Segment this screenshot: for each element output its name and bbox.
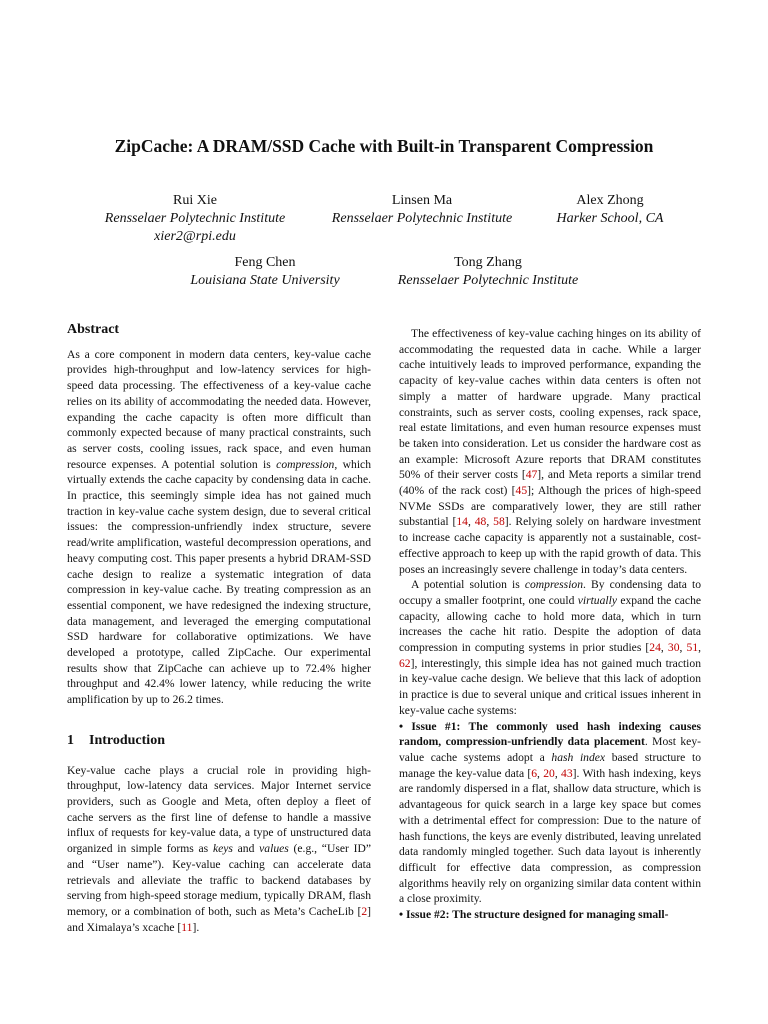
author-block (540, 192, 680, 228)
citation-link[interactable]: 51 (686, 641, 699, 655)
author-affiliation: Harker School, CA (556, 211, 664, 226)
author-affiliation: Rensselaer Polytechnic Institute (331, 211, 513, 226)
bullet-icon: • (399, 719, 404, 733)
section-number: 1 (67, 732, 74, 748)
intro-paragraph: Key-value cache plays a crucial role in providing high-throughput, low-latency data services. Major Internet service providers, such as Google and Meta, often deploy a fleet of cache servers as the first line of defense to handle a massive influx of requests for key-value data, a type of unstructured data organized in simple forms as keys and values (e.g., “User ID” and “User name”). Key-value caching can accelerate data retrievals and alleviate the traffic to backend databases by serving from high-speed storage medium, typically DRAM, flash memory, or a combination of both, such as Meta’s CacheLib [2] and Ximalaya’s xcache [11]. (67, 763, 371, 934)
author-email: xier2@rpi.edu (154, 229, 236, 244)
citation-link[interactable]: 24 (649, 641, 661, 655)
author-name: Linsen Ma (391, 193, 453, 208)
citation-link[interactable]: 2 (361, 904, 368, 918)
citation-link[interactable]: 11 (181, 920, 193, 934)
author-affiliation: Rensselaer Polytechnic Institute (397, 273, 579, 288)
citation-link[interactable]: 30 (667, 641, 680, 655)
body-paragraph: The effectiveness of key-value caching hinges on its ability of accommodating the requested data in cache. While a larger cache intuitively leads to improved performance, expanding the capacity of key-value caches within data centers is often not simply a matter of hardware upgrade. Many practical constraints, such as server costs, cooling expenses, rack space, real estate limitations, and even human resource expenses must be taken into consideration. Let us consider the hardware cost as an example: Microsoft Azure reports that DRAM constitutes 50% of their server costs [47], and Meta reports a similar trend (40% of the rack cost) [45]; Although the prices of high-speed NVMe SSDs are comparatively lower, they are still rather substantial [14, 48, 58]. Relying solely on hardware investment to increase cache capacity is apparently not a sustainable, cost-effective approach to keep up with the rapid growth of data. This poses an increasingly severe challenge in today’s data centers. (399, 327, 701, 576)
citation-link[interactable]: 47 (525, 468, 538, 482)
citation-link[interactable]: 20 (543, 766, 555, 780)
issue-item: • Issue #2: The structure designed for managing small- (399, 908, 669, 922)
author-block (378, 254, 598, 290)
abstract-body: As a core component in modern data centers, key-value cache provides high-throughput and low-latency services for high-speed data processing. The effectiveness of a key-value cache relies on its ability of accommodating the needed data. However, expanding the cache capacity is often more difficult than commonly expected because of many practical constraints, such as server costs, cooling issues, rack space, and even human resource expenses. A potential solution is compression, which virtually extends the cache capacity by condensing data in cache. In practice, this seemingly simple idea has not gained much traction in key-value cache system design, due to several critical issues: the compression-unfriendly index structure, severe read/write amplification, wasteful decompression operations, and heavy computing cost. This paper presents a hybrid DRAM-SSD cache design to realize a systematic integration of data compression in key-value cache. By treating compression as an essential component, we have redesigned the indexing structure, data management, and leveraged the emerging computational SSD hardware for collaborative optimizations. We have developed a prototype, called ZipCache. Our experimental results show that ZipCache can achieve up to 72.4% higher throughput and 42.4% lower latency, while reducing the write amplification by up to 26.2 times. (67, 347, 371, 707)
author-block (170, 254, 360, 290)
abstract-heading: Abstract (67, 322, 120, 337)
citation-link[interactable]: 43 (561, 766, 573, 780)
citation-link[interactable]: 45 (515, 484, 528, 498)
section-title: Introduction (89, 732, 165, 748)
author-block (322, 192, 522, 228)
issue-item: • Issue #1: The commonly used hash indexing causes random, compression-unfriendly data placement. Most key-value cache systems adopt a hash index based structure to manage the key-value data [6, 20, 43]. With hash indexing, keys are randomly dispersed in a flat, shallow data structure, which is advantageous for quick search in a large key space but comes with a detrimental effect for compression: Due to the nature of hash functions, the keys are evenly distributed, leaving unrelated data randomly mingled together. Such data layout is inherently difficult for effective data compression, as compression algorithms heavily rely on organizing similar data content within a close proximity. (399, 719, 702, 906)
citation-link[interactable]: 48 (474, 515, 487, 529)
author-name: Alex Zhong (576, 193, 644, 208)
citation-link[interactable]: 62 (399, 656, 411, 670)
author-block (95, 192, 295, 246)
right-column (399, 326, 701, 923)
left-column (67, 322, 371, 935)
author-name: Feng Chen (234, 255, 296, 270)
author-affiliation: Louisiana State University (190, 273, 340, 288)
body-paragraph: A potential solution is compression. By condensing data to occupy a smaller footprint, one could virtually expand the cache capacity, allowing cache to hold more data, which in turn increases the cache hit ratio. Despite the adoption of data compression in computing systems in prior studies [24, 30, 51, 62], interestingly, this simple idea has not gained much traction in key-value cache design. We believe that this lack of adoption in practice is due to several unique and critical issues inherent in key-value cache systems: (399, 578, 702, 717)
citation-link[interactable]: 6 (531, 766, 538, 780)
paper-title: ZipCache: A DRAM/SSD Cache with Built-in Transparent Compression (114, 136, 654, 156)
author-affiliation: Rensselaer Polytechnic Institute (104, 211, 286, 226)
bullet-icon: • (399, 908, 404, 922)
section-heading-introduction (67, 733, 371, 749)
citation-link[interactable]: 14 (456, 515, 468, 529)
citation-link[interactable]: 58 (493, 515, 505, 529)
author-name: Rui Xie (173, 193, 217, 208)
author-name: Tong Zhang (454, 255, 522, 270)
